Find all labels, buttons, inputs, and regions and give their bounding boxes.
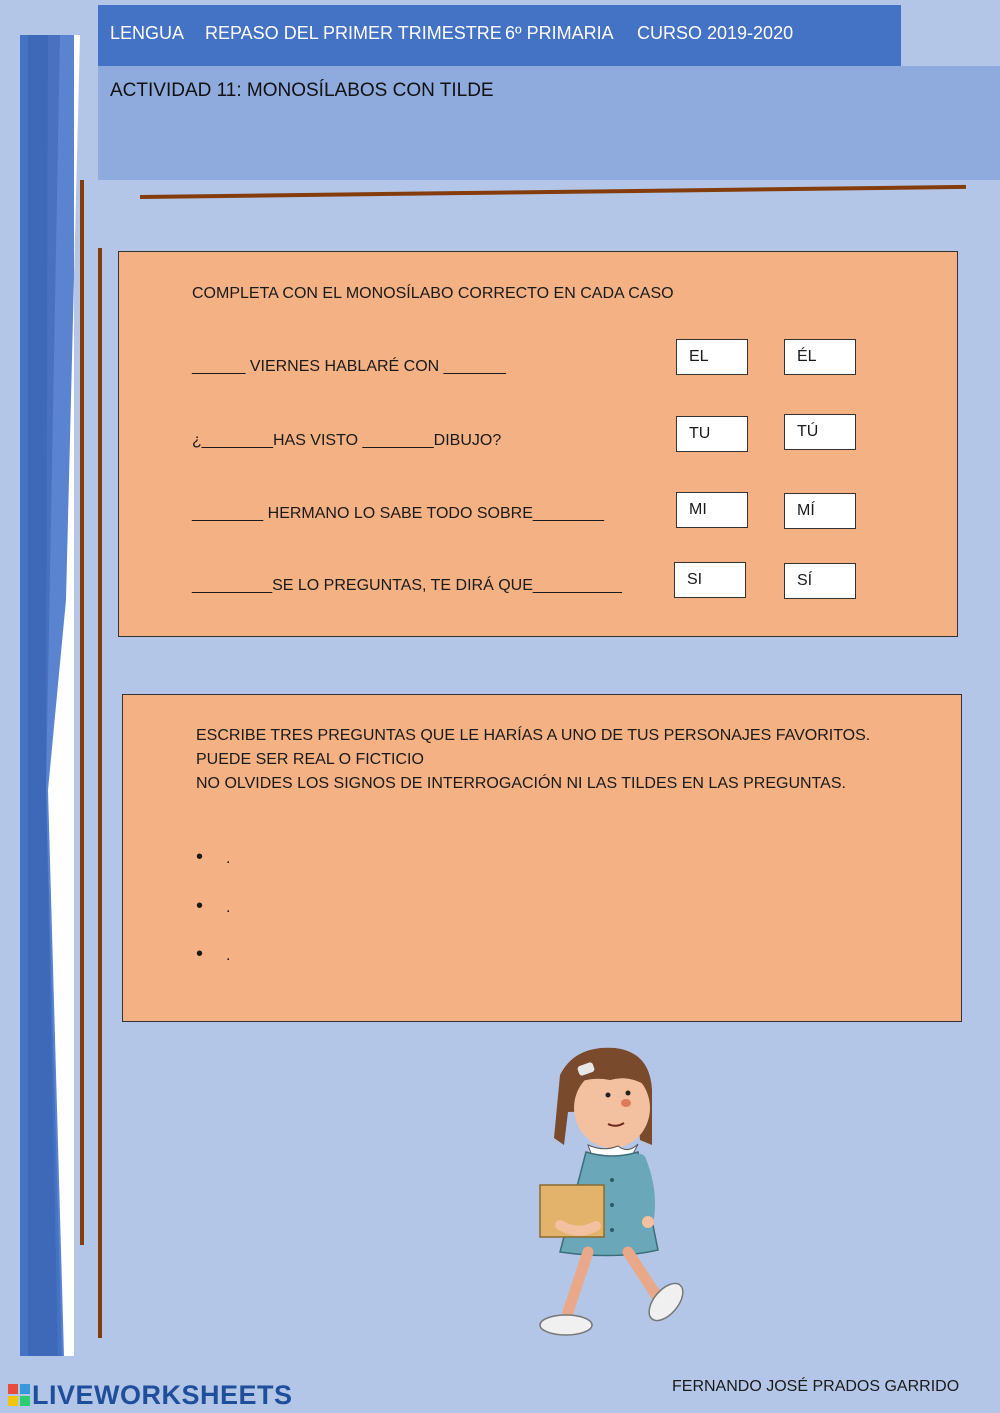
- option-mi[interactable]: MI: [676, 492, 748, 528]
- header-subject: LENGUA: [110, 23, 185, 43]
- activity-title: ACTIVIDAD 11: MONOSÍLABOS CON TILDE: [110, 80, 494, 101]
- header-grade: 6º PRIMARIA: [505, 23, 614, 43]
- sentence-4: _________SE LO PREGUNTAS, TE DIRÁ QUE__________: [192, 577, 622, 594]
- header-topic: REPASO DEL PRIMER TRIMESTRE: [205, 23, 502, 43]
- logo-text: LIVEWORKSHEETS: [32, 1380, 293, 1410]
- horizontal-rule: [140, 185, 966, 199]
- answer-line-1[interactable]: • .: [196, 846, 231, 868]
- sentence-3: ________ HERMANO LO SABE TODO SOBRE________: [192, 505, 605, 522]
- option-tu[interactable]: TU: [676, 416, 748, 452]
- left-decorative-stripe: [0, 0, 100, 1413]
- option-si[interactable]: SI: [674, 562, 746, 598]
- header-bar: [98, 5, 901, 66]
- exercise-1-box: [118, 251, 958, 637]
- answer-line-2[interactable]: • .: [196, 895, 231, 917]
- answer-line-3[interactable]: • .: [196, 943, 231, 965]
- vertical-rule-1: [80, 180, 84, 1245]
- option-tu-accent[interactable]: TÚ: [784, 414, 856, 450]
- vertical-rule-2: [98, 248, 102, 1338]
- liveworksheets-logo[interactable]: [8, 1380, 293, 1411]
- footer-author: FERNANDO JOSÉ PRADOS GARRIDO: [672, 1378, 960, 1395]
- activity-banner: [98, 66, 1000, 180]
- logo-grid-icon: [8, 1384, 30, 1406]
- option-mi-accent[interactable]: MÍ: [784, 493, 856, 529]
- sentence-2: ¿________HAS VISTO ________DIBUJO?: [192, 432, 502, 449]
- option-el-accent[interactable]: ÉL: [784, 339, 856, 375]
- exercise-1-instruction: COMPLETA CON EL MONOSÍLABO CORRECTO EN CADA CASO: [192, 285, 674, 302]
- girl-walking-with-book-illustration: [520, 1040, 700, 1340]
- option-el[interactable]: EL: [676, 339, 748, 375]
- exercise-2-box: [122, 694, 962, 1022]
- header-course: CURSO 2019-2020: [637, 23, 794, 43]
- option-si-accent[interactable]: SÍ: [784, 563, 856, 599]
- exercise-2-line-1: ESCRIBE TRES PREGUNTAS QUE LE HARÍAS A UNO DE TUS PERSONAJES FAVORITOS.: [196, 727, 871, 744]
- sentence-1: ______ VIERNES HABLARÉ CON _______: [192, 358, 506, 375]
- exercise-2-line-2: PUEDE SER REAL O FICTICIO: [196, 751, 424, 768]
- exercise-2-line-3: NO OLVIDES LOS SIGNOS DE INTERROGACIÓN NI LAS TILDES EN LAS PREGUNTAS.: [196, 775, 846, 792]
